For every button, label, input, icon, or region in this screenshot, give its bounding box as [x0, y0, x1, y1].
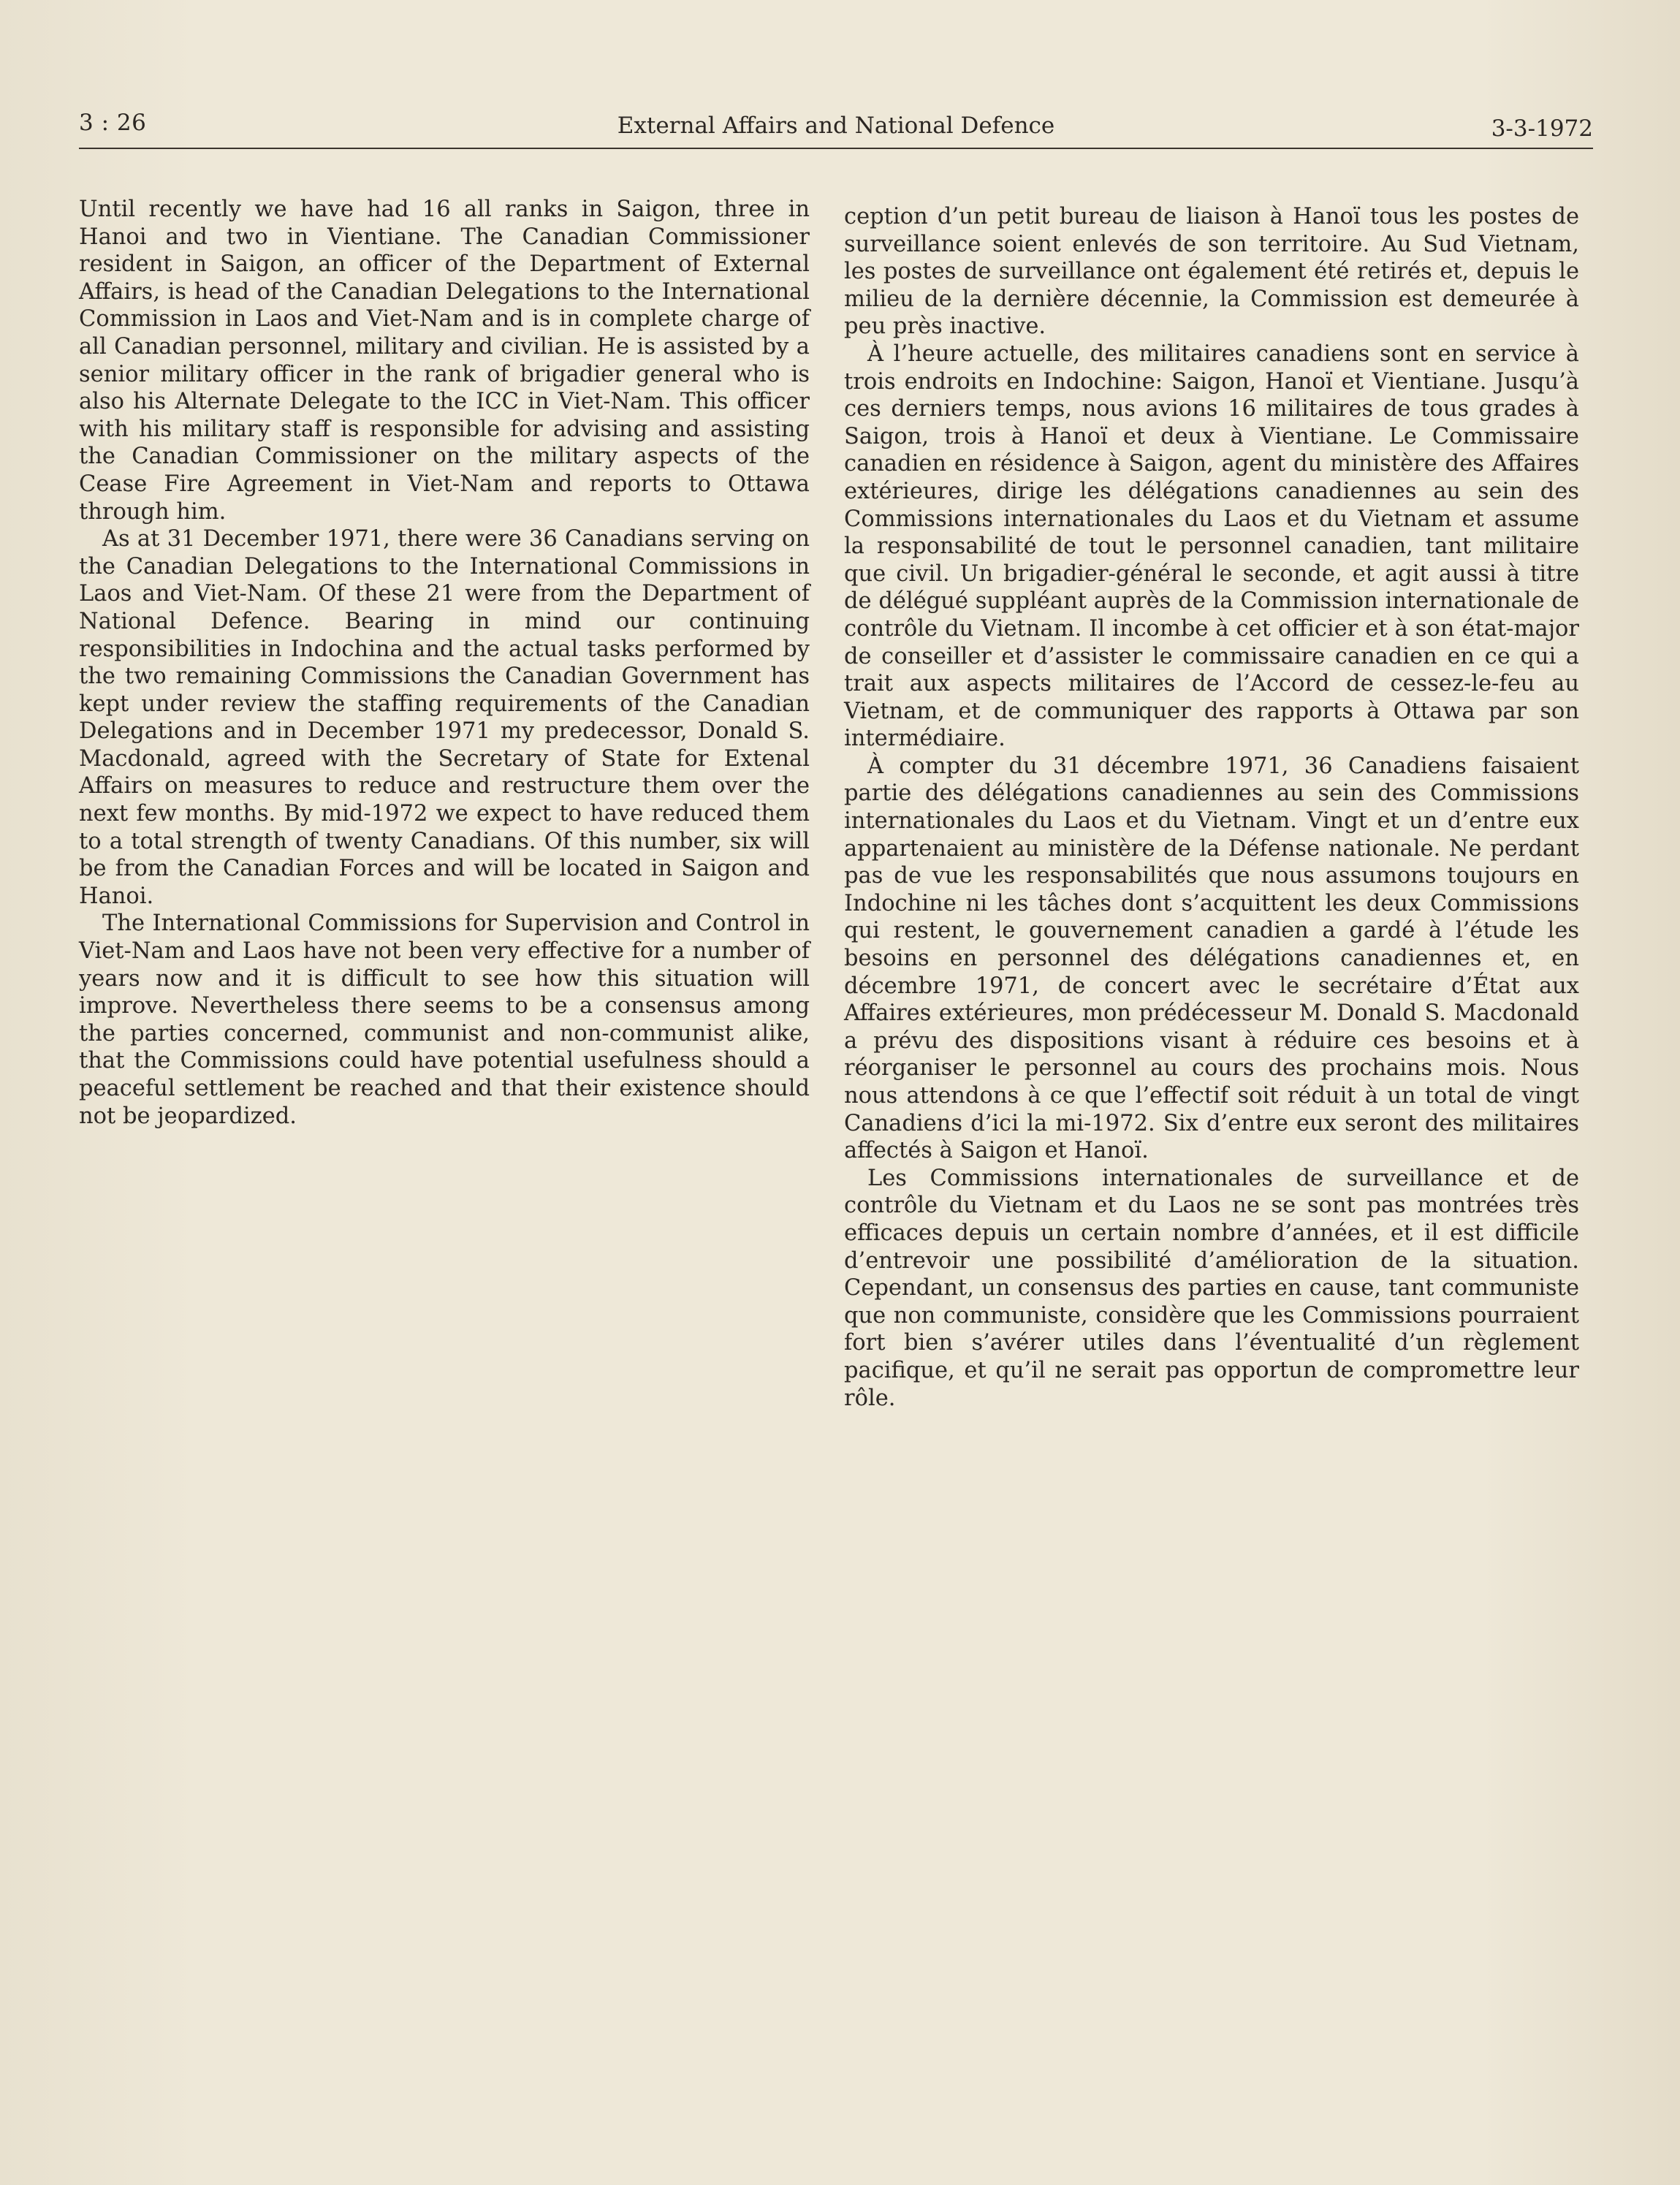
page-number: 3 : 26 [79, 110, 147, 136]
paragraph: À compter du 31 décembre 1971, 36 Canadiens faisaient partie des délégations canadiennes au sein des Commissions internationales du Laos et du Vietnam. Vingt et un d’entre eux appartenaient au ministère de la Défense nationale. Ne perdant pas de vue les responsabilités que nous assumons toujours en Indochine ni les tâches dont s’acquittent les deux Commissions qui restent, le gouvernement canadien a gardé à l’étude les besoins en personnel des délégations canadiennes et, en décembre 1971, de concert avec le secrétaire d’État aux Affaires extérieures, mon prédécesseur M. Donald S. Macdonald a prévu des dispositions visant à réduire ces besoins et à réorganiser le personnel au cours des prochains mois. Nous nous attendons à ce que l’effectif soit réduit à un total de vingt Canadiens d’ici la mi-1972. Six d’entre eux seront des militaires affectés à Saigon et Hanoï. [844, 753, 1579, 1164]
header-date: 3-3-1972 [1491, 115, 1593, 142]
page-header [79, 110, 1593, 149]
french-column [844, 203, 1579, 1412]
paragraph: Until recently we have had 16 all ranks in Saigon, three in Hanoi and two in Vientiane. The Canadian Commissioner resident in Saigon, an officer of the Department of External Affairs, is head of the Canadian Delegations to the International Commission in Laos and Viet-Nam and is in complete charge of all Canadian personnel, military and civilian. He is assisted by a senior military officer in the rank of brigadier general who is also his Alternate Delegate to the ICC in Viet-Nam. This officer with his military staff is responsible for advising and assisting the Canadian Commissioner on the military aspects of the Cease Fire Agreement in Viet-Nam and reports to Ottawa through him. [79, 197, 810, 525]
paragraph: Les Commissions internationales de surveillance et de contrôle du Vietnam et du Laos ne se sont pas montrées très efficaces depuis un certain nombre d’années, et il est difficile d’entrevoir une possibilité d’amélioration de la situation. Cependant, un consensus des parties en cause, tant communiste que non communiste, considère que les Commissions pourraient fort bien s’avérer utiles dans l’éventualité d’un règlement pacifique, et qu’il ne serait pas opportun de compromettre leur rôle. [844, 1165, 1579, 1411]
english-column [79, 196, 810, 1130]
running-title: External Affairs and National Defence [617, 113, 1055, 139]
paragraph: À l’heure actuelle, des militaires canadiens sont en service à trois endroits en Indochine: Saigon, Hanoï et Vientiane. Jusqu’à ces derniers temps, nous avions 16 militaires de tous grades à Saigon, trois à Hanoï et deux à Vientiane. Le Commissaire canadien en résidence à Saigon, agent du ministère des Affaires extérieures, dirige les délégations canadiennes au sein des Commissions internationales du Laos et du Vietnam et assume la responsabilité de tout le personnel canadien, tant militaire que civil. Un brigadier-général le seconde, et agit aussi à titre de délégué suppléant auprès de la Commission internationale de contrôle du Vietnam. Il incombe à cet officier et à son état-major de conseiller et d’assister le commissaire canadien en ce qui a trait aux aspects militaires de l’Accord de cessez-le-feu au Vietnam, et de communiquer des rapports à Ottawa par son intermédiaire. [844, 341, 1579, 752]
paragraph: As at 31 December 1971, there were 36 Canadians serving on the Canadian Delegations to the International Commissions in Laos and Viet-Nam. Of these 21 were from the Department of National Defence. Bearing in mind our continuing responsibilities in Indochina and the actual tasks performed by the two remaining Commissions the Canadian Government has kept under review the staffing requirements of the Canadian Delegations and in December 1971 my predecessor, Donald S. Macdonald, agreed with the Secretary of State for Extenal Affairs on measures to reduce and restructure them over the next few months. By mid-1972 we expect to have reduced them to a total strength of twenty Canadians. Of this number, six will be from the Canadian Forces and will be located in Saigon and Hanoi. [79, 526, 810, 909]
paragraph: ception d’un petit bureau de liaison à Hanoï tous les postes de surveillance soient enlevés de son territoire. Au Sud Vietnam, les postes de surveillance ont également été retirés et, depuis le milieu de la dernière décennie, la Commission est demeurée à peu près inactive. [844, 204, 1579, 340]
paragraph: The International Commissions for Supervision and Control in Viet-Nam and Laos have not been very effective for a number of years now and it is difficult to see how this situation will improve. Nevertheless there seems to be a consensus among the parties concerned, communist and non-communist alike, that the Commissions could have potential usefulness should a peaceful settlement be reached and that their existence should not be jeopardized. [79, 911, 810, 1129]
